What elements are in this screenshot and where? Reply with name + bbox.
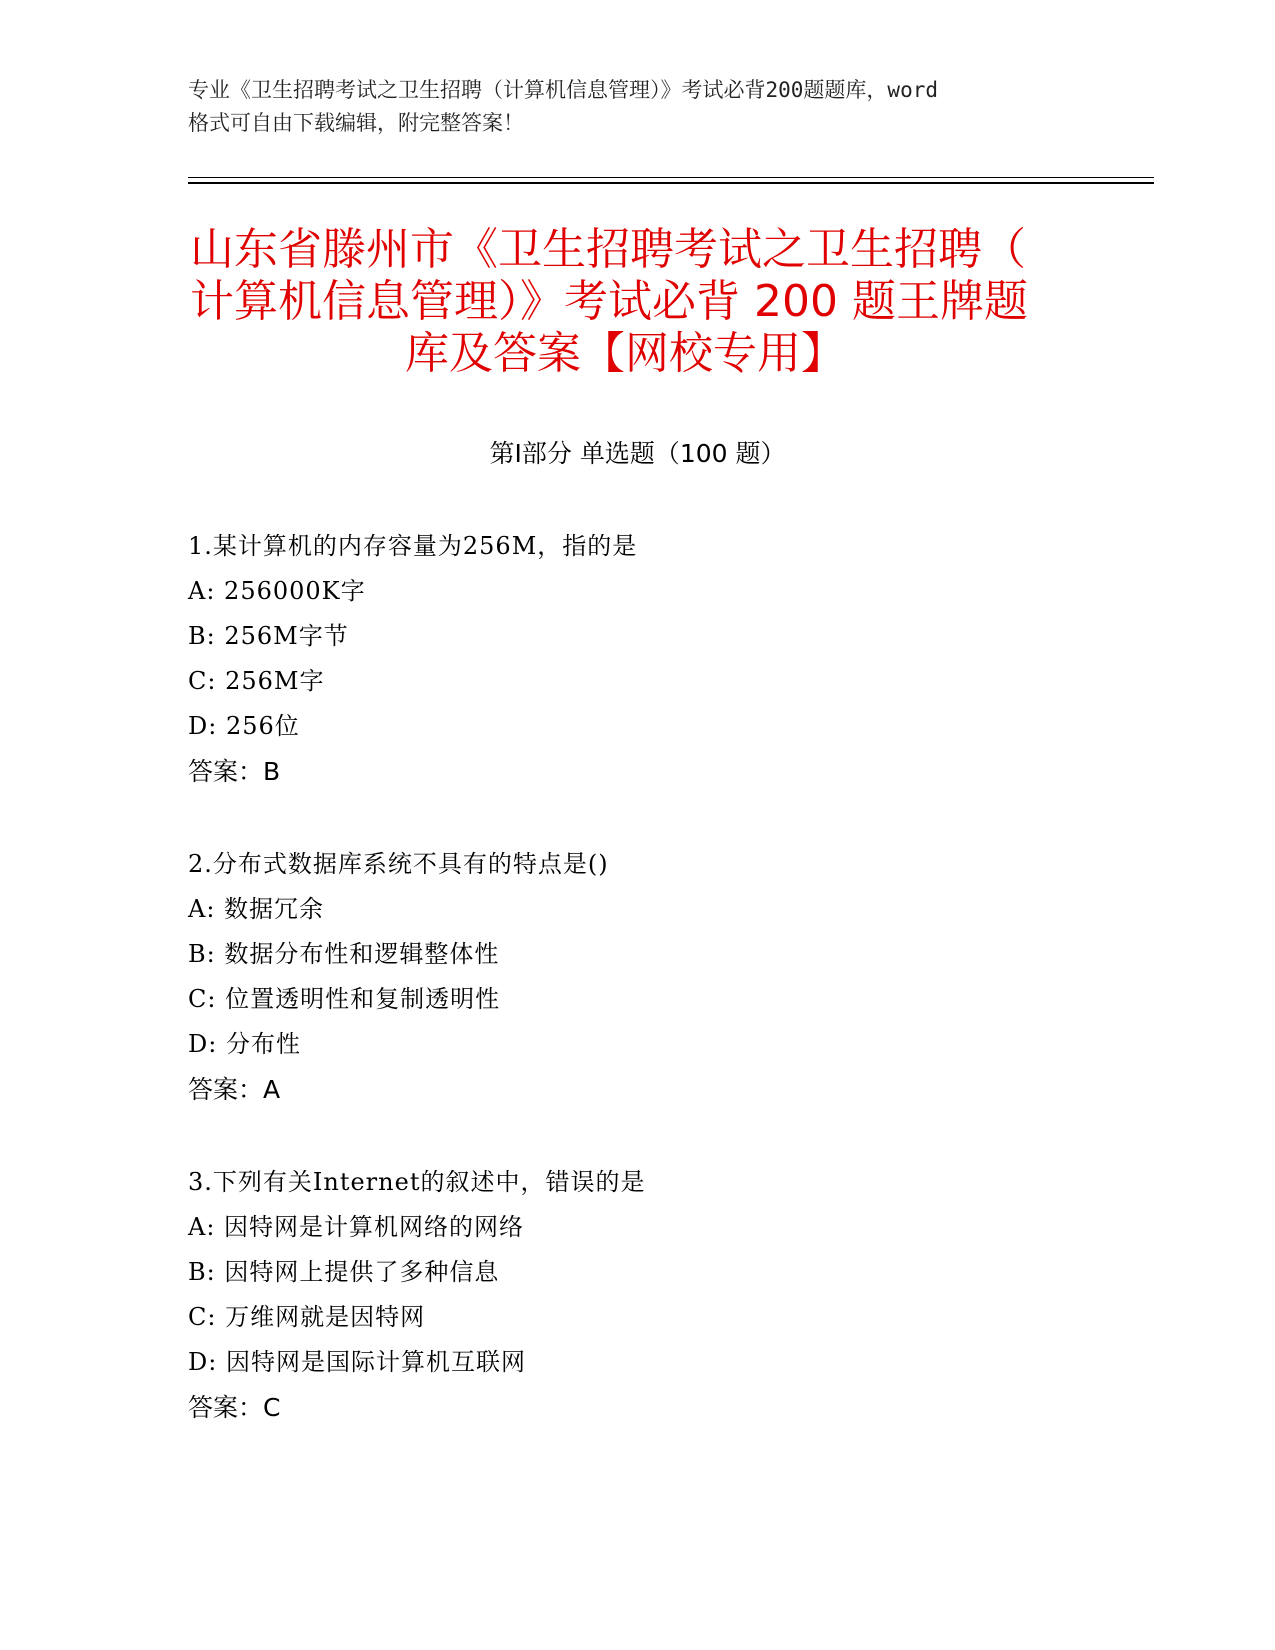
option-d: D: 分布性 — [188, 1030, 301, 1058]
answer-line: 答案：A — [188, 1075, 281, 1104]
option-b: B: 256M字节 — [188, 622, 349, 650]
question-2 — [188, 842, 1088, 1112]
title-line-2: 计算机信息管理）》考试必背 200 题王牌题 — [190, 276, 1028, 327]
header-note-line-2: 格式可自由下载编辑，附完整答案！ — [188, 111, 524, 135]
option-b: B: 因特网上提供了多种信息 — [188, 1258, 500, 1286]
option-b: B: 数据分布性和逻辑整体性 — [188, 940, 500, 968]
header-divider-thick — [188, 182, 1154, 184]
header-note-line-1: 专业《卫生招聘考试之卫生招聘（计算机信息管理）》考试必背200题题库，word — [188, 78, 938, 102]
option-d: D: 因特网是国际计算机互联网 — [188, 1348, 526, 1376]
section-heading: 第Ⅰ部分 单选题（100 题） — [489, 439, 786, 468]
option-c: C: 位置透明性和复制透明性 — [188, 985, 501, 1013]
option-d: D: 256位 — [188, 712, 300, 740]
answer-line: 答案：B — [188, 757, 281, 786]
document-title — [190, 224, 1090, 380]
title-line-3: 库及答案【网校专用】 — [405, 328, 845, 379]
question-1 — [188, 524, 1088, 794]
header-divider-thin — [188, 177, 1154, 178]
option-a: A: 256000K字 — [188, 577, 366, 605]
question-stem: 2.分布式数据库系统不具有的特点是() — [188, 850, 609, 878]
option-c: C: 256M字 — [188, 667, 325, 695]
option-a: A: 因特网是计算机网络的网络 — [188, 1213, 525, 1241]
question-3 — [188, 1160, 1088, 1430]
question-stem: 1.某计算机的内存容量为256M，指的是 — [188, 532, 638, 560]
option-c: C: 万维网就是因特网 — [188, 1303, 426, 1331]
answer-line: 答案：C — [188, 1393, 281, 1422]
title-line-1: 山东省滕州市《卫生招聘考试之卫生招聘（ — [190, 224, 1026, 275]
question-stem: 3.下列有关Internet的叙述中，错误的是 — [188, 1168, 646, 1196]
document-header-note — [188, 74, 1088, 140]
option-a: A: 数据冗余 — [188, 895, 325, 923]
